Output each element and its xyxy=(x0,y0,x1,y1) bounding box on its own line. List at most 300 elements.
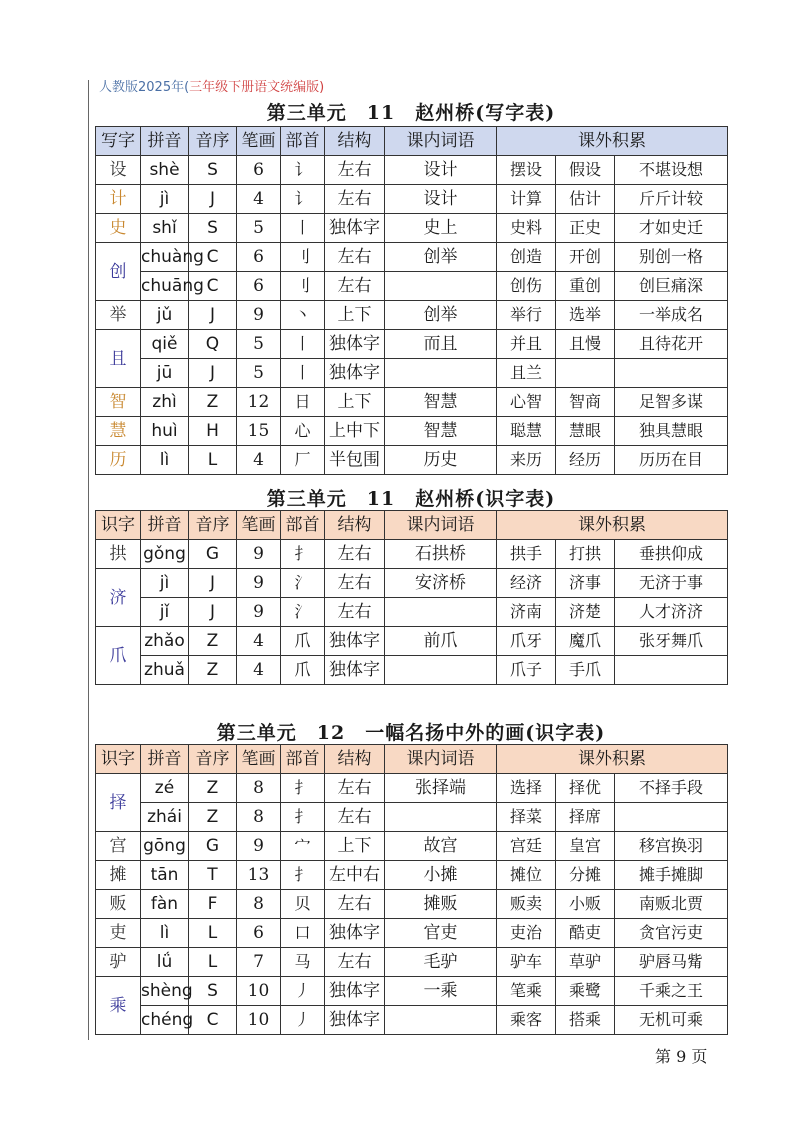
header-cell: 拼音 xyxy=(141,745,189,774)
index-letter-cell: L xyxy=(189,948,237,977)
extra-word-cell: 智商 xyxy=(556,388,615,417)
radical-cell: 贝 xyxy=(281,890,325,919)
index-letter-cell: S xyxy=(189,214,237,243)
character-cell: 拱 xyxy=(96,540,141,569)
structure-cell: 上下 xyxy=(325,301,385,330)
recognize-chars-table-12 xyxy=(95,744,728,1035)
extra-word-cell: 别创一格 xyxy=(615,243,728,272)
character-cell: 计 xyxy=(96,185,141,214)
extra-word-cell: 贩卖 xyxy=(497,890,556,919)
textbook-word-cell: 官吏 xyxy=(385,919,497,948)
radical-cell: 氵 xyxy=(281,569,325,598)
extra-word-cell xyxy=(615,656,728,685)
structure-cell: 独体字 xyxy=(325,1006,385,1035)
extra-word-cell: 不堪设想 xyxy=(615,156,728,185)
pinyin-cell: shèng xyxy=(141,977,189,1006)
stroke-count-cell: 10 xyxy=(237,1006,281,1035)
table-row xyxy=(96,156,728,185)
structure-cell: 半包围 xyxy=(325,446,385,475)
pinyin-cell: qiě xyxy=(141,330,189,359)
stroke-count-cell: 4 xyxy=(237,627,281,656)
structure-cell: 左右 xyxy=(325,890,385,919)
stroke-count-cell: 5 xyxy=(237,359,281,388)
header-cell: 拼音 xyxy=(141,511,189,540)
table-row xyxy=(96,832,728,861)
page-number: 第 9 页 xyxy=(655,1047,708,1066)
pinyin-cell: zhái xyxy=(141,803,189,832)
extra-word-cell: 正史 xyxy=(556,214,615,243)
extra-word-cell: 斤斤计较 xyxy=(615,185,728,214)
extra-word-cell: 且慢 xyxy=(556,330,615,359)
section-title: 第三单元 11 赵州桥(识字表) xyxy=(266,488,556,510)
stroke-count-cell: 4 xyxy=(237,656,281,685)
table-row xyxy=(96,977,728,1006)
character-cell: 摊 xyxy=(96,861,141,890)
pinyin-cell: chuāng xyxy=(141,272,189,301)
index-letter-cell: Z xyxy=(189,627,237,656)
radical-cell: 心 xyxy=(281,417,325,446)
index-letter-cell: G xyxy=(189,540,237,569)
extra-word-cell: 济楚 xyxy=(556,598,615,627)
table-header-row xyxy=(96,745,728,774)
radical-cell: 扌 xyxy=(281,861,325,890)
pinyin-cell: jì xyxy=(141,185,189,214)
textbook-word-cell: 小摊 xyxy=(385,861,497,890)
radical-cell: 扌 xyxy=(281,540,325,569)
extra-word-cell: 开创 xyxy=(556,243,615,272)
structure-cell: 独体字 xyxy=(325,977,385,1006)
index-letter-cell: T xyxy=(189,861,237,890)
pinyin-cell: zhǎo xyxy=(141,627,189,656)
extra-word-cell: 估计 xyxy=(556,185,615,214)
extra-word-cell: 魔爪 xyxy=(556,627,615,656)
extra-word-cell: 历历在目 xyxy=(615,446,728,475)
extra-word-cell: 且兰 xyxy=(497,359,556,388)
extra-word-cell: 聪慧 xyxy=(497,417,556,446)
structure-cell: 独体字 xyxy=(325,359,385,388)
write-chars-table xyxy=(95,126,728,475)
character-cell: 宫 xyxy=(96,832,141,861)
extra-word-cell: 来历 xyxy=(497,446,556,475)
table-row xyxy=(96,446,728,475)
structure-cell: 左右 xyxy=(325,803,385,832)
table-row xyxy=(96,948,728,977)
table-row xyxy=(96,890,728,919)
stroke-count-cell: 8 xyxy=(237,890,281,919)
radical-cell: 爪 xyxy=(281,656,325,685)
header-cell: 课外积累 xyxy=(497,745,728,774)
textbook-word-cell: 石拱桥 xyxy=(385,540,497,569)
stroke-count-cell: 4 xyxy=(237,446,281,475)
textbook-word-cell: 智慧 xyxy=(385,388,497,417)
character-cell: 驴 xyxy=(96,948,141,977)
character-cell: 爪 xyxy=(96,627,141,685)
extra-word-cell: 打拱 xyxy=(556,540,615,569)
textbook-word-cell xyxy=(385,272,497,301)
textbook-word-cell xyxy=(385,656,497,685)
table-row xyxy=(96,598,728,627)
pinyin-cell: lǘ xyxy=(141,948,189,977)
textbook-word-cell: 张择端 xyxy=(385,774,497,803)
pinyin-cell: chuàng xyxy=(141,243,189,272)
stroke-count-cell: 13 xyxy=(237,861,281,890)
extra-word-cell: 皇宫 xyxy=(556,832,615,861)
radical-cell: 日 xyxy=(281,388,325,417)
header-cell: 笔画 xyxy=(237,511,281,540)
extra-word-cell: 贪官污吏 xyxy=(615,919,728,948)
index-letter-cell: L xyxy=(189,919,237,948)
structure-cell: 上下 xyxy=(325,388,385,417)
extra-word-cell xyxy=(615,359,728,388)
pinyin-cell: zhuǎ xyxy=(141,656,189,685)
textbook-word-cell: 设计 xyxy=(385,185,497,214)
character-cell: 贩 xyxy=(96,890,141,919)
index-letter-cell: C xyxy=(189,1006,237,1035)
table-row xyxy=(96,803,728,832)
pinyin-cell: jū xyxy=(141,359,189,388)
extra-word-cell: 慧眼 xyxy=(556,417,615,446)
extra-word-cell: 并且 xyxy=(497,330,556,359)
textbook-word-cell: 毛驴 xyxy=(385,948,497,977)
table-row xyxy=(96,861,728,890)
radical-cell: 扌 xyxy=(281,803,325,832)
publisher-text: 人教版2025年( xyxy=(99,80,190,95)
structure-cell: 左右 xyxy=(325,272,385,301)
textbook-word-cell: 一乘 xyxy=(385,977,497,1006)
extra-word-cell: 无机可乘 xyxy=(615,1006,728,1035)
index-letter-cell: G xyxy=(189,832,237,861)
structure-cell: 左右 xyxy=(325,948,385,977)
header-cell: 课内词语 xyxy=(385,127,497,156)
extra-word-cell: 搭乘 xyxy=(556,1006,615,1035)
index-letter-cell: H xyxy=(189,417,237,446)
index-letter-cell: F xyxy=(189,890,237,919)
pinyin-cell: lì xyxy=(141,919,189,948)
header-cell: 识字 xyxy=(96,511,141,540)
structure-cell: 左右 xyxy=(325,569,385,598)
pinyin-cell: gǒng xyxy=(141,540,189,569)
stroke-count-cell: 10 xyxy=(237,977,281,1006)
textbook-word-cell: 前爪 xyxy=(385,627,497,656)
stroke-count-cell: 15 xyxy=(237,417,281,446)
structure-cell: 左右 xyxy=(325,243,385,272)
extra-word-cell xyxy=(556,359,615,388)
radical-cell: 讠 xyxy=(281,156,325,185)
extra-word-cell: 千乘之王 xyxy=(615,977,728,1006)
radical-cell: 马 xyxy=(281,948,325,977)
extra-word-cell: 乘客 xyxy=(497,1006,556,1035)
pinyin-cell: jǔ xyxy=(141,301,189,330)
header-cell: 音序 xyxy=(189,127,237,156)
header-cell: 课外积累 xyxy=(497,127,728,156)
header-cell: 写字 xyxy=(96,127,141,156)
extra-word-cell: 独具慧眼 xyxy=(615,417,728,446)
extra-word-cell: 经历 xyxy=(556,446,615,475)
radical-cell: 爪 xyxy=(281,627,325,656)
stroke-count-cell: 9 xyxy=(237,301,281,330)
table-row xyxy=(96,774,728,803)
extra-word-cell: 才如史迁 xyxy=(615,214,728,243)
radical-cell: 讠 xyxy=(281,185,325,214)
header-cell: 笔画 xyxy=(237,127,281,156)
extra-word-cell: 心智 xyxy=(497,388,556,417)
pinyin-cell: fàn xyxy=(141,890,189,919)
index-letter-cell: Z xyxy=(189,774,237,803)
stroke-count-cell: 4 xyxy=(237,185,281,214)
header-cell: 音序 xyxy=(189,745,237,774)
extra-word-cell: 吏治 xyxy=(497,919,556,948)
extra-word-cell: 宫廷 xyxy=(497,832,556,861)
table-row xyxy=(96,272,728,301)
extra-word-cell xyxy=(615,803,728,832)
extra-word-cell: 小贩 xyxy=(556,890,615,919)
index-letter-cell: C xyxy=(189,272,237,301)
binding-margin-line xyxy=(88,80,89,1040)
structure-cell: 左右 xyxy=(325,185,385,214)
extra-word-cell: 摊手摊脚 xyxy=(615,861,728,890)
table-row xyxy=(96,388,728,417)
header-cell: 结构 xyxy=(325,127,385,156)
structure-cell: 独体字 xyxy=(325,627,385,656)
table-header-row xyxy=(96,127,728,156)
section-title: 第三单元 11 赵州桥(写字表) xyxy=(266,102,556,124)
radical-cell: 刂 xyxy=(281,272,325,301)
table-row xyxy=(96,1006,728,1035)
character-cell: 慧 xyxy=(96,417,141,446)
textbook-word-cell: 摊贩 xyxy=(385,890,497,919)
structure-cell: 独体字 xyxy=(325,214,385,243)
extra-word-cell: 选择 xyxy=(497,774,556,803)
index-letter-cell: C xyxy=(189,243,237,272)
extra-word-cell: 手爪 xyxy=(556,656,615,685)
stroke-count-cell: 9 xyxy=(237,598,281,627)
index-letter-cell: Z xyxy=(189,803,237,832)
pinyin-cell: lì xyxy=(141,446,189,475)
stroke-count-cell: 5 xyxy=(237,330,281,359)
extra-word-cell: 选举 xyxy=(556,301,615,330)
header-cell: 结构 xyxy=(325,745,385,774)
character-cell: 设 xyxy=(96,156,141,185)
extra-word-cell: 人才济济 xyxy=(615,598,728,627)
publisher-note xyxy=(99,76,324,95)
radical-cell: 宀 xyxy=(281,832,325,861)
header-cell: 课内词语 xyxy=(385,511,497,540)
extra-word-cell: 驴车 xyxy=(497,948,556,977)
character-cell: 择 xyxy=(96,774,141,832)
header-cell: 识字 xyxy=(96,745,141,774)
table-row xyxy=(96,919,728,948)
extra-word-cell: 酷吏 xyxy=(556,919,615,948)
structure-cell: 独体字 xyxy=(325,330,385,359)
table-row xyxy=(96,569,728,598)
character-cell: 智 xyxy=(96,388,141,417)
structure-cell: 上中下 xyxy=(325,417,385,446)
pinyin-cell: shè xyxy=(141,156,189,185)
radical-cell: 丿 xyxy=(281,977,325,1006)
extra-word-cell: 济事 xyxy=(556,569,615,598)
extra-word-cell: 无济于事 xyxy=(615,569,728,598)
table-header-row xyxy=(96,511,728,540)
header-cell: 课内词语 xyxy=(385,745,497,774)
extra-word-cell: 经济 xyxy=(497,569,556,598)
table-row xyxy=(96,330,728,359)
radical-cell: 厂 xyxy=(281,446,325,475)
index-letter-cell: Z xyxy=(189,656,237,685)
radical-cell: 丨 xyxy=(281,214,325,243)
textbook-word-cell: 设计 xyxy=(385,156,497,185)
structure-cell: 左右 xyxy=(325,774,385,803)
radical-cell: 丨 xyxy=(281,330,325,359)
textbook-word-cell xyxy=(385,1006,497,1035)
index-letter-cell: J xyxy=(189,185,237,214)
index-letter-cell: S xyxy=(189,977,237,1006)
table-row xyxy=(96,627,728,656)
extra-word-cell: 择席 xyxy=(556,803,615,832)
structure-cell: 独体字 xyxy=(325,656,385,685)
extra-word-cell: 创巨痛深 xyxy=(615,272,728,301)
header-cell: 笔画 xyxy=(237,745,281,774)
table-row xyxy=(96,214,728,243)
table-row xyxy=(96,359,728,388)
stroke-count-cell: 8 xyxy=(237,774,281,803)
pinyin-cell: chéng xyxy=(141,1006,189,1035)
extra-word-cell: 摆设 xyxy=(497,156,556,185)
stroke-count-cell: 9 xyxy=(237,832,281,861)
structure-cell: 左右 xyxy=(325,156,385,185)
structure-cell: 独体字 xyxy=(325,919,385,948)
extra-word-cell: 重创 xyxy=(556,272,615,301)
pinyin-cell: jǐ xyxy=(141,598,189,627)
extra-word-cell: 笔乘 xyxy=(497,977,556,1006)
recognize-chars-table-11 xyxy=(95,510,728,685)
stroke-count-cell: 6 xyxy=(237,243,281,272)
pinyin-cell: huì xyxy=(141,417,189,446)
stroke-count-cell: 9 xyxy=(237,569,281,598)
character-cell: 历 xyxy=(96,446,141,475)
structure-cell: 左右 xyxy=(325,598,385,627)
header-cell: 部首 xyxy=(281,511,325,540)
character-cell: 创 xyxy=(96,243,141,301)
extra-word-cell: 不择手段 xyxy=(615,774,728,803)
character-cell: 举 xyxy=(96,301,141,330)
extra-word-cell: 爪牙 xyxy=(497,627,556,656)
textbook-word-cell xyxy=(385,598,497,627)
index-letter-cell: Z xyxy=(189,388,237,417)
header-cell: 课外积累 xyxy=(497,511,728,540)
table-row xyxy=(96,243,728,272)
header-cell: 拼音 xyxy=(141,127,189,156)
extra-word-cell: 创造 xyxy=(497,243,556,272)
pinyin-cell: zhì xyxy=(141,388,189,417)
extra-word-cell: 驴唇马觜 xyxy=(615,948,728,977)
textbook-word-cell: 而且 xyxy=(385,330,497,359)
index-letter-cell: J xyxy=(189,569,237,598)
index-letter-cell: S xyxy=(189,156,237,185)
textbook-word-cell: 创举 xyxy=(385,243,497,272)
radical-cell: 氵 xyxy=(281,598,325,627)
pinyin-cell: shǐ xyxy=(141,214,189,243)
textbook-word-cell xyxy=(385,803,497,832)
table-row xyxy=(96,301,728,330)
extra-word-cell: 假设 xyxy=(556,156,615,185)
extra-word-cell: 分摊 xyxy=(556,861,615,890)
stroke-count-cell: 8 xyxy=(237,803,281,832)
table-row xyxy=(96,656,728,685)
table-row xyxy=(96,185,728,214)
extra-word-cell: 足智多谋 xyxy=(615,388,728,417)
extra-word-cell: 张牙舞爪 xyxy=(615,627,728,656)
radical-cell: 丨 xyxy=(281,359,325,388)
stroke-count-cell: 6 xyxy=(237,919,281,948)
pinyin-cell: jì xyxy=(141,569,189,598)
extra-word-cell: 南贩北贾 xyxy=(615,890,728,919)
index-letter-cell: L xyxy=(189,446,237,475)
header-cell: 音序 xyxy=(189,511,237,540)
extra-word-cell: 创伤 xyxy=(497,272,556,301)
stroke-count-cell: 9 xyxy=(237,540,281,569)
stroke-count-cell: 5 xyxy=(237,214,281,243)
textbook-word-cell: 史上 xyxy=(385,214,497,243)
textbook-word-cell: 创举 xyxy=(385,301,497,330)
extra-word-cell: 拱手 xyxy=(497,540,556,569)
extra-word-cell: 择优 xyxy=(556,774,615,803)
extra-word-cell: 摊位 xyxy=(497,861,556,890)
radical-cell: 丿 xyxy=(281,1006,325,1035)
extra-word-cell: 爪子 xyxy=(497,656,556,685)
character-cell: 史 xyxy=(96,214,141,243)
structure-cell: 上下 xyxy=(325,832,385,861)
header-cell: 部首 xyxy=(281,127,325,156)
extra-word-cell: 择菜 xyxy=(497,803,556,832)
pinyin-cell: tān xyxy=(141,861,189,890)
radical-cell: 刂 xyxy=(281,243,325,272)
stroke-count-cell: 12 xyxy=(237,388,281,417)
textbook-word-cell xyxy=(385,359,497,388)
radical-cell: 丶 xyxy=(281,301,325,330)
extra-word-cell: 乘鹭 xyxy=(556,977,615,1006)
section-title: 第三单元 12 一幅名扬中外的画(识字表) xyxy=(216,722,606,744)
textbook-word-cell: 智慧 xyxy=(385,417,497,446)
extra-word-cell: 史料 xyxy=(497,214,556,243)
extra-word-cell: 举行 xyxy=(497,301,556,330)
pinyin-cell: gōng xyxy=(141,832,189,861)
stroke-count-cell: 7 xyxy=(237,948,281,977)
index-letter-cell: Q xyxy=(189,330,237,359)
extra-word-cell: 计算 xyxy=(497,185,556,214)
extra-word-cell: 草驴 xyxy=(556,948,615,977)
extra-word-cell: 垂拱仰成 xyxy=(615,540,728,569)
textbook-word-cell: 历史 xyxy=(385,446,497,475)
structure-cell: 左右 xyxy=(325,540,385,569)
character-cell: 乘 xyxy=(96,977,141,1035)
textbook-word-cell: 故宫 xyxy=(385,832,497,861)
header-cell: 结构 xyxy=(325,511,385,540)
index-letter-cell: J xyxy=(189,598,237,627)
stroke-count-cell: 6 xyxy=(237,156,281,185)
extra-word-cell: 且待花开 xyxy=(615,330,728,359)
radical-cell: 口 xyxy=(281,919,325,948)
character-cell: 吏 xyxy=(96,919,141,948)
radical-cell: 扌 xyxy=(281,774,325,803)
table-row xyxy=(96,540,728,569)
character-cell: 且 xyxy=(96,330,141,388)
grade-text: 三年级下册语文统编版) xyxy=(189,80,325,95)
structure-cell: 左中右 xyxy=(325,861,385,890)
extra-word-cell: 一举成名 xyxy=(615,301,728,330)
index-letter-cell: J xyxy=(189,359,237,388)
header-cell: 部首 xyxy=(281,745,325,774)
index-letter-cell: J xyxy=(189,301,237,330)
